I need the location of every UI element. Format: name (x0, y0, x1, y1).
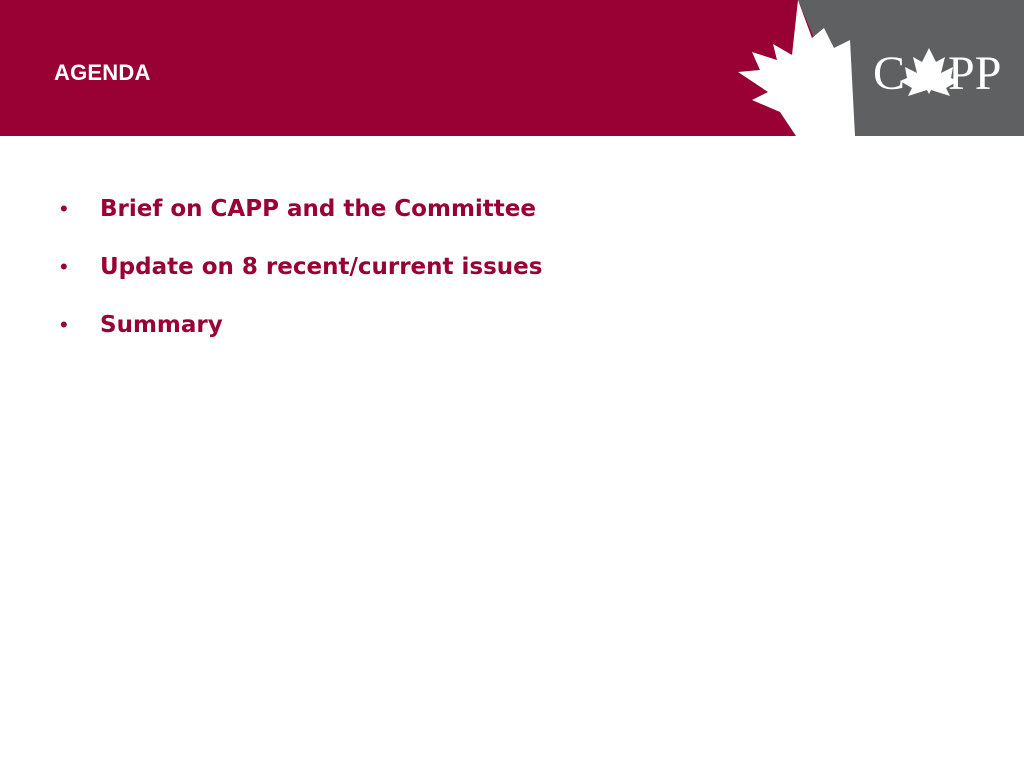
agenda-item (60, 254, 542, 312)
agenda-item-label: Update on 8 recent/current issues (100, 254, 543, 280)
agenda-item-label: Summary (100, 312, 223, 338)
logo-text-pp: PP (948, 47, 1002, 100)
bullet-icon: • (60, 196, 68, 221)
agenda-item-label: Brief on CAPP and the Committee (100, 196, 536, 222)
page-title: AGENDA (54, 60, 151, 85)
agenda-item (60, 196, 542, 254)
capp-logo-panel (0, 0, 1024, 136)
bullet-icon: • (60, 254, 68, 279)
logo-text-c: C (873, 47, 906, 100)
agenda-list (60, 196, 542, 370)
agenda-item (60, 312, 542, 370)
bullet-icon: • (60, 312, 68, 337)
